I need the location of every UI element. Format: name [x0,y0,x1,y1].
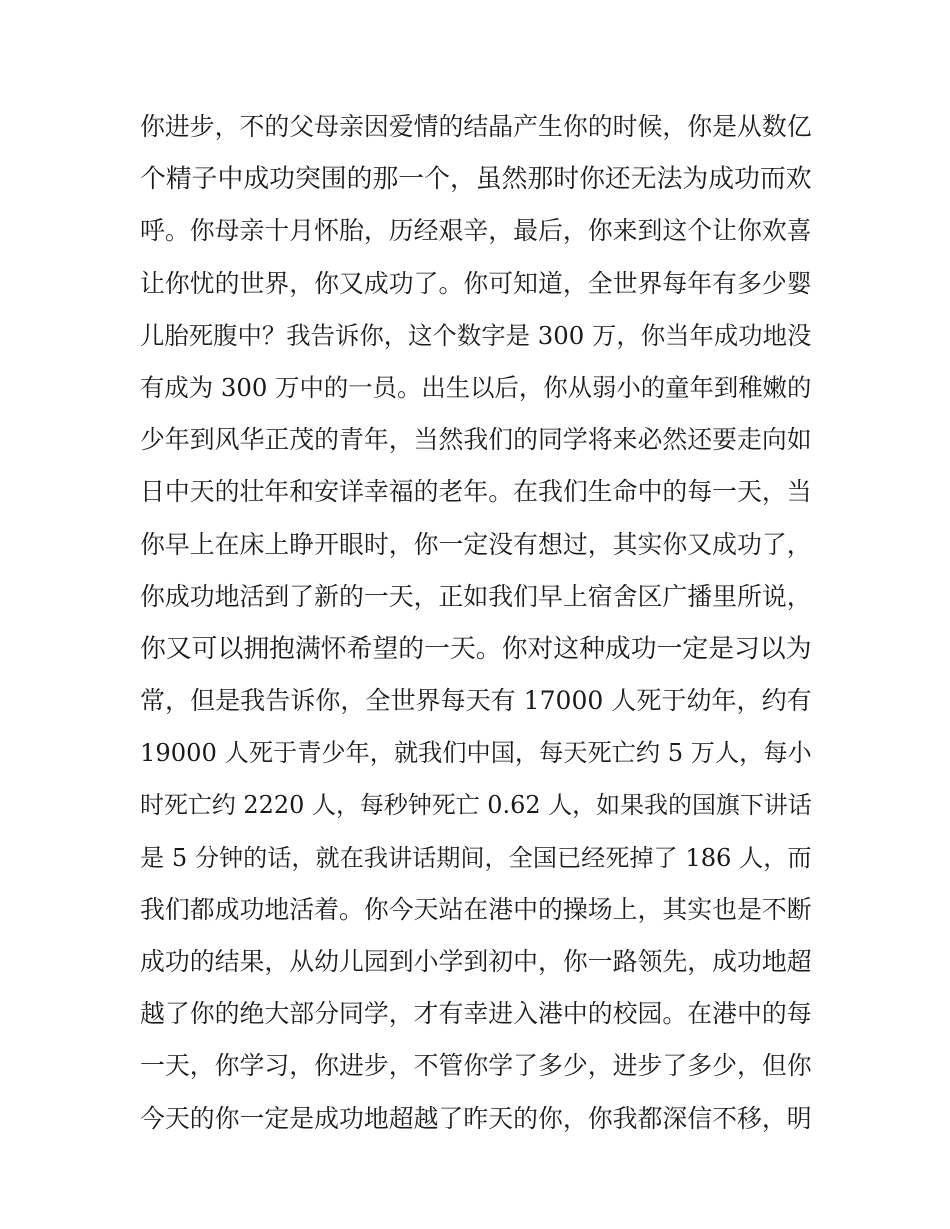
text-line-10: 你成功地活到了新的一天，正如我们早上宿舍区广播里所说， [140,581,812,611]
text-line-9: 你早上在床上睁开眼时，你一定没有想过，其实你又成功了， [140,529,812,559]
text-line-2: 个精子中成功突围的那一个，虽然那时你还无法为成功而欢 [140,164,812,195]
document-page [140,101,812,1145]
text-line-16: 我们都成功地活着。你今天站在港中的操场上，其实也是不断 [140,894,812,924]
text-line-20: 今天的你一定是成功地超越了昨天的你，你我都深信不移，明 [140,1103,812,1133]
text-line-11: 你又可以拥抱满怀希望的一天。你对这种成功一定是习以为 [140,633,812,664]
text-line-19: 一天，你学习，你进步，不管你学了多少，进步了多少，但你 [140,1051,812,1081]
text-line-5: 儿胎死腹中？我告诉你，这个数字是 300 万，你当年成功地没 [140,320,812,350]
text-line-7: 少年到风华正茂的青年，当然我们的同学将来必然还要走向如 [140,425,812,455]
text-line-18: 越了你的绝大部分同学，才有幸进入港中的校园。在港中的每 [140,999,812,1029]
body-paragraph [140,101,812,1145]
text-line-17: 成功的结果，从幼儿园到小学到初中，你一路领先，成功地超 [140,947,812,976]
text-line-3: 呼。你母亲十月怀胎，历经艰辛，最后，你来到这个让你欢喜 [140,216,812,246]
text-line-12: 常，但是我告诉你，全世界每天有 17000 人死于幼年，约有 [140,686,812,716]
text-line-13: 19000 人死于青少年，就我们中国，每天死亡约 5 万人，每小 [140,739,812,768]
text-line-6: 有成为 300 万中的一员。出生以后，你从弱小的童年到稚嫩的 [140,372,812,402]
text-line-8: 日中天的壮年和安详幸福的老年。在我们生命中的每一天，当 [140,477,812,507]
text-line-14: 时死亡约 2220 人，每秒钟死亡 0.62 人，如果我的国旗下讲话 [140,791,812,820]
text-line-1: 你进步，不的父母亲因爱情的结晶产生你的时候，你是从数亿 [140,112,812,141]
text-line-15: 是 5 分钟的话，就在我讲话期间，全国已经死掉了 186 人，而 [140,843,812,872]
text-line-4: 让你忧的世界，你又成功了。你可知道，全世界每年有多少婴 [140,268,812,298]
